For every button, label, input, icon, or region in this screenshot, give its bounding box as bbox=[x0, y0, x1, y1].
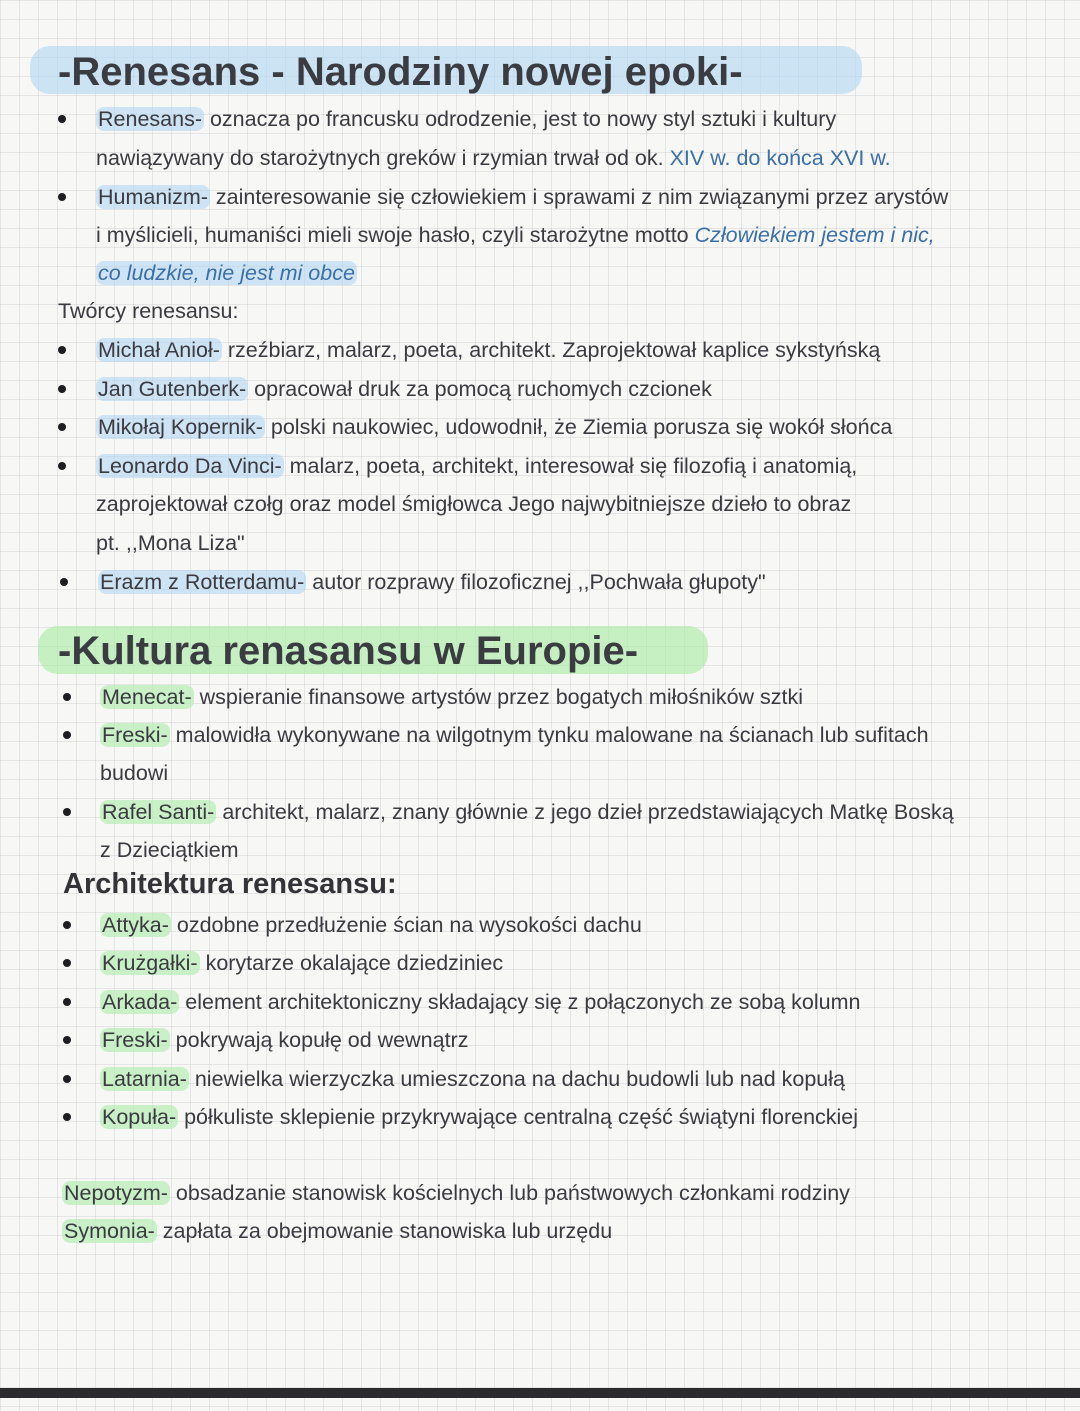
bullet-dot bbox=[63, 1113, 71, 1121]
list-item: Attyka- ozdobne przedłużenie ścian na wysokości dachu bbox=[102, 913, 642, 937]
list-item-continuation: z Dzieciątkiem bbox=[100, 838, 239, 862]
bullet-dot bbox=[63, 731, 71, 739]
bullet-dot bbox=[58, 462, 66, 470]
bottom-border bbox=[0, 1388, 1080, 1398]
architecture-heading: Architektura renesansu: bbox=[63, 868, 397, 900]
bullet-dot bbox=[63, 808, 71, 816]
list-item-continuation: pt. ,,Mona Liza" bbox=[96, 531, 245, 555]
list-item: Kopuła- półkuliste sklepienie przykrywające centralną część świątyni florenckiej bbox=[102, 1105, 859, 1129]
list-item-continuation: zaprojektował czołg oraz model śmigłowca Jego najwybitniejsze dzieło to obraz bbox=[96, 492, 852, 516]
definition-nepotyzm: Nepotyzm- obsadzanie stanowisk kościelnych lub państwowych członkami rodziny bbox=[64, 1181, 850, 1205]
list-item: Rafel Santi- architekt, malarz, znany głównie z jego dzieł przedstawiających Matkę Boską bbox=[102, 800, 954, 824]
term-renesans: Renesans- bbox=[98, 107, 202, 131]
list-item: Erazm z Rotterdamu- autor rozprawy filozoficznej ,,Pochwała głupoty" bbox=[100, 570, 766, 594]
list-item-continuation: co ludzkie, nie jest mi obce bbox=[98, 261, 355, 285]
list-item-continuation: budowi bbox=[100, 761, 169, 785]
bullet-dot bbox=[63, 998, 71, 1006]
list-item-continuation: i myślicieli, humaniści mieli swoje hasło, czyli starożytne motto Człowiekiem jestem i nic, bbox=[96, 223, 935, 247]
section2-title: -Kultura renasansu w Europie- bbox=[58, 629, 639, 673]
bullet-dot bbox=[58, 423, 66, 431]
section1-title: -Renesans - Narodziny nowej epoki- bbox=[58, 50, 743, 94]
list-item: Freski- pokrywają kopułę od wewnątrz bbox=[102, 1028, 469, 1052]
creators-heading: Twórcy renesansu: bbox=[58, 299, 239, 323]
bullet-dot bbox=[58, 115, 66, 123]
list-item: Menecat- wspieranie finansowe artystów przez bogatych miłośników sztki bbox=[102, 685, 804, 709]
list-item: Latarnia- niewielka wierzyczka umieszczona na dachu budowli lub nad kopułą bbox=[102, 1067, 845, 1091]
bullet-dot bbox=[58, 193, 66, 201]
bullet-dot bbox=[63, 921, 71, 929]
bullet-dot bbox=[63, 1075, 71, 1083]
list-item-continuation: nawiązywany do starożytnych greków i rzymian trwał od ok. XIV w. do końca XVI w. bbox=[96, 146, 891, 170]
list-item: Mikołaj Kopernik- polski naukowiec, udowodnił, że Ziemia porusza się wokół słońca bbox=[98, 415, 893, 439]
bullet-dot bbox=[58, 346, 66, 354]
bullet-dot bbox=[63, 693, 71, 701]
term-humanizm: Humanizm- bbox=[98, 185, 208, 209]
list-item: Freski- malowidła wykonywane na wilgotnym tynku malowane na ścianach lub sufitach bbox=[102, 723, 929, 747]
list-item: Arkada- element architektoniczny składający się z połączonych ze sobą kolumn bbox=[102, 990, 861, 1014]
bullet-dot bbox=[63, 1036, 71, 1044]
bullet-dot bbox=[58, 385, 66, 393]
list-item: Krużgałki- korytarze okalające dziedziniec bbox=[102, 951, 504, 975]
bullet-dot bbox=[63, 959, 71, 967]
list-item: Jan Gutenberk- opracował druk za pomocą ruchomych czcionek bbox=[98, 377, 712, 401]
list-item: Leonardo Da Vinci- malarz, poeta, architekt, interesował się filozofią i anatomią, bbox=[98, 454, 858, 478]
list-item: Humanizm- zainteresowanie się człowiekiem i sprawami z nim związanymi przez arystów bbox=[98, 185, 949, 209]
list-item: Michał Anioł- rzeźbiarz, malarz, poeta, architekt. Zaprojektował kaplice sykstyńską bbox=[98, 338, 881, 362]
bullet-dot bbox=[60, 578, 68, 586]
definition-symonia: Symonia- zapłata za obejmowanie stanowiska lub urzędu bbox=[64, 1219, 613, 1243]
list-item: Renesans- oznacza po francusku odrodzenie, jest to nowy styl sztuki i kultury bbox=[98, 107, 837, 131]
